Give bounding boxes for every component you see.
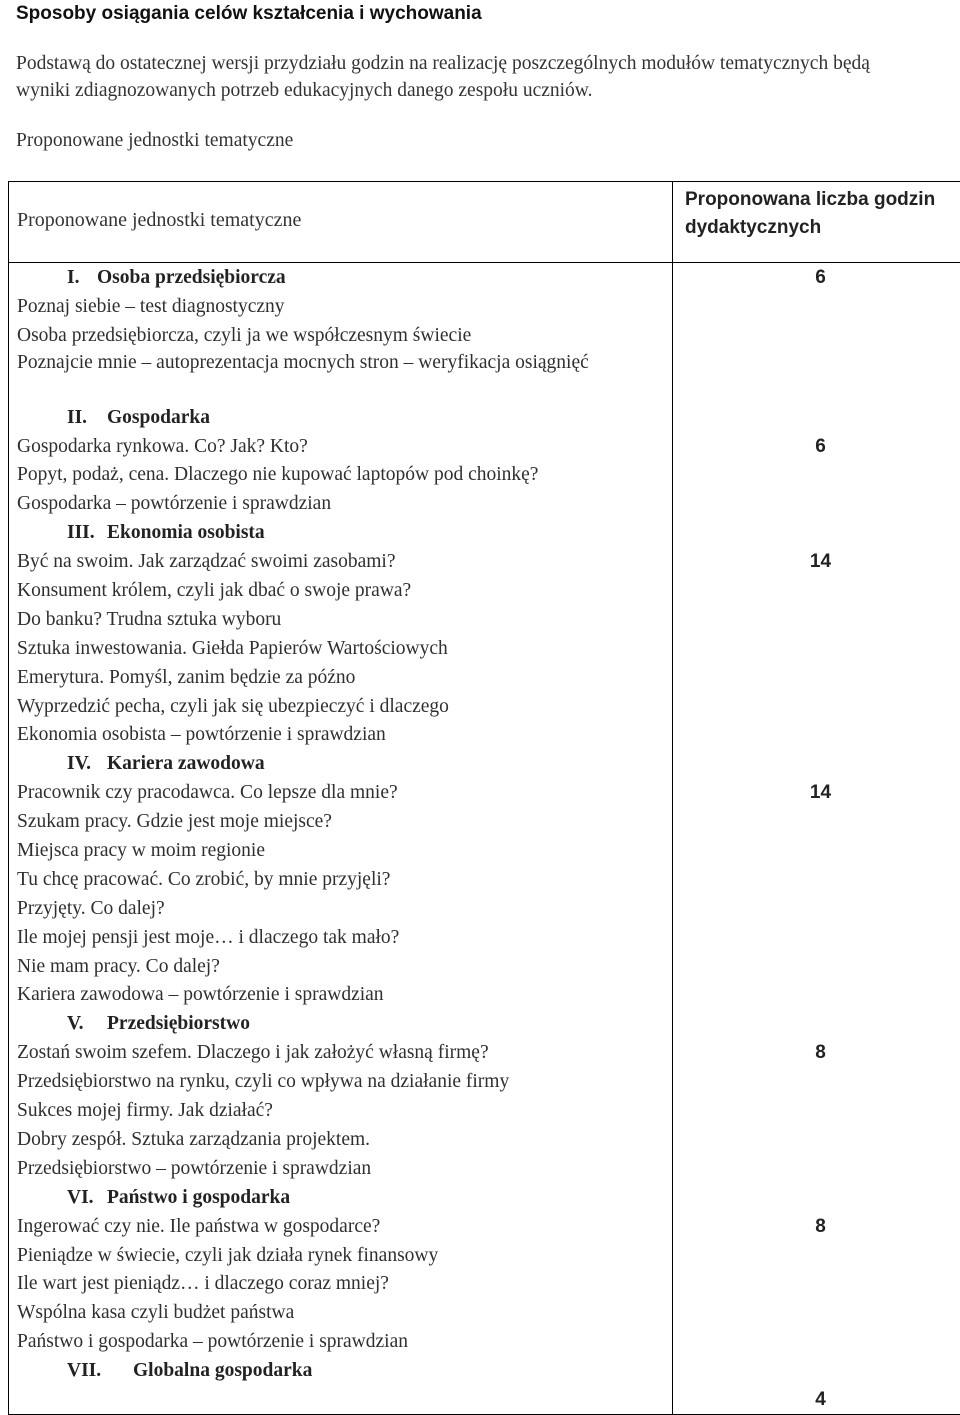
- header-cell-hours: [673, 182, 960, 263]
- topic-item: Ekonomia osobista – powtórzenie i sprawdzian: [17, 720, 672, 749]
- topic-item: Przedsiębiorstwo – powtórzenie i sprawdzian: [17, 1154, 672, 1183]
- table-header-row: [9, 182, 960, 263]
- topic-item: Tu chcę pracować. Co zrobić, by mnie przyjęli?: [17, 865, 672, 894]
- hours-value: 8: [673, 1212, 960, 1241]
- topic-item: Emerytura. Pomyśl, zanim będzie za późno: [17, 663, 672, 692]
- topic-item: Szukam pracy. Gdzie jest moje miejsce?: [17, 807, 672, 836]
- topic-item: Kariera zawodowa – powtórzenie i sprawdzian: [17, 980, 672, 1009]
- topic-item: Poznaj siebie – test diagnostyczny: [17, 292, 672, 321]
- topic-item: Zostań swoim szefem. Dlaczego i jak założyć własną firmę?: [17, 1038, 672, 1067]
- hours-value: 4: [673, 1385, 960, 1414]
- topic-item: Gospodarka rynkowa. Co? Jak? Kto?: [17, 432, 672, 461]
- topic-item: Popyt, podaż, cena. Dlaczego nie kupować laptopów pod choinkę?: [17, 460, 672, 489]
- units-cell: [9, 263, 673, 1415]
- section-title: III. Ekonomia osobista: [17, 518, 672, 547]
- hours-value: 14: [673, 547, 960, 576]
- topic-item: Ile mojej pensji jest moje… i dlaczego tak mało?: [17, 923, 672, 952]
- topic-item: Konsument królem, czyli jak dbać o swoje prawa?: [17, 576, 672, 605]
- topic-item: Przyjęty. Co dalej?: [17, 894, 672, 923]
- syllabus-table: [8, 181, 960, 1415]
- topic-item: Państwo i gospodarka – powtórzenie i sprawdzian: [17, 1327, 672, 1356]
- topic-item: Wyprzedzić pecha, czyli jak się ubezpieczyć i dlaczego: [17, 692, 672, 721]
- topic-item: Pracownik czy pracodawca. Co lepsze dla mnie?: [17, 778, 672, 807]
- topic-item: Nie mam pracy. Co dalej?: [17, 952, 672, 981]
- section-title: VII. Globalna gospodarka: [17, 1356, 672, 1385]
- section-title: II. Gospodarka: [17, 403, 672, 432]
- topic-item: Wspólna kasa czyli budżet państwa: [17, 1298, 672, 1327]
- topic-item: Gospodarka – powtórzenie i sprawdzian: [17, 489, 672, 518]
- topic-item: Do banku? Trudna sztuka wyboru: [17, 605, 672, 634]
- section-title: IV. Kariera zawodowa: [17, 749, 672, 778]
- header-cell-units: [9, 182, 673, 263]
- table-body-row: [9, 263, 960, 1415]
- hours-value: 8: [673, 1038, 960, 1067]
- topic-item: Ingerować czy nie. Ile państwa w gospodarce?: [17, 1212, 672, 1241]
- topic-item: Sukces mojej firmy. Jak działać?: [17, 1096, 672, 1125]
- hours-cell: [673, 263, 960, 1415]
- page-heading: Sposoby osiągania celów kształcenia i wychowania: [16, 3, 482, 25]
- intro-paragraph: Podstawą do ostatecznej wersji przydziału godzin na realizację poszczególnych modułów tematycznych będą wyniki zdiagnozowanych potrzeb edukacyjnych danego zespołu uczniów.: [16, 50, 916, 104]
- topic-item: Być na swoim. Jak zarządzać swoimi zasobami?: [17, 547, 672, 576]
- section-title: VI. Państwo i gospodarka: [17, 1183, 672, 1212]
- topic-item: Pieniądze w świecie, czyli jak działa rynek finansowy: [17, 1241, 672, 1270]
- topic-item: Miejsca pracy w moim regionie: [17, 836, 672, 865]
- section-title: V. Przedsiębiorstwo: [17, 1009, 672, 1038]
- col1-header: Proponowane jednostki tematyczne: [17, 182, 672, 262]
- topic-item: Osoba przedsiębiorcza, czyli ja we współczesnym świecie: [17, 321, 672, 350]
- topic-item: Sztuka inwestowania. Giełda Papierów Wartościowych: [17, 634, 672, 663]
- topic-item: Przedsiębiorstwo na rynku, czyli co wpływa na działanie firmy: [17, 1067, 672, 1096]
- hours-value: 6: [673, 432, 960, 461]
- topic-item: Dobry zespół. Sztuka zarządzania projektem.: [17, 1125, 672, 1154]
- hours-value: 14: [673, 778, 960, 807]
- section-title: I. Osoba przedsiębiorcza: [17, 263, 672, 292]
- col2-header: Proponowana liczba godzin dydaktycznych: [673, 182, 960, 262]
- topic-item: Poznajcie mnie – autoprezentacja mocnych stron – weryfikacja osiągnięć: [17, 350, 617, 403]
- subheading: Proponowane jednostki tematyczne: [16, 130, 293, 152]
- hours-value: 6: [673, 263, 960, 292]
- topic-item: Ile wart jest pieniądz… i dlaczego coraz mniej?: [17, 1269, 672, 1298]
